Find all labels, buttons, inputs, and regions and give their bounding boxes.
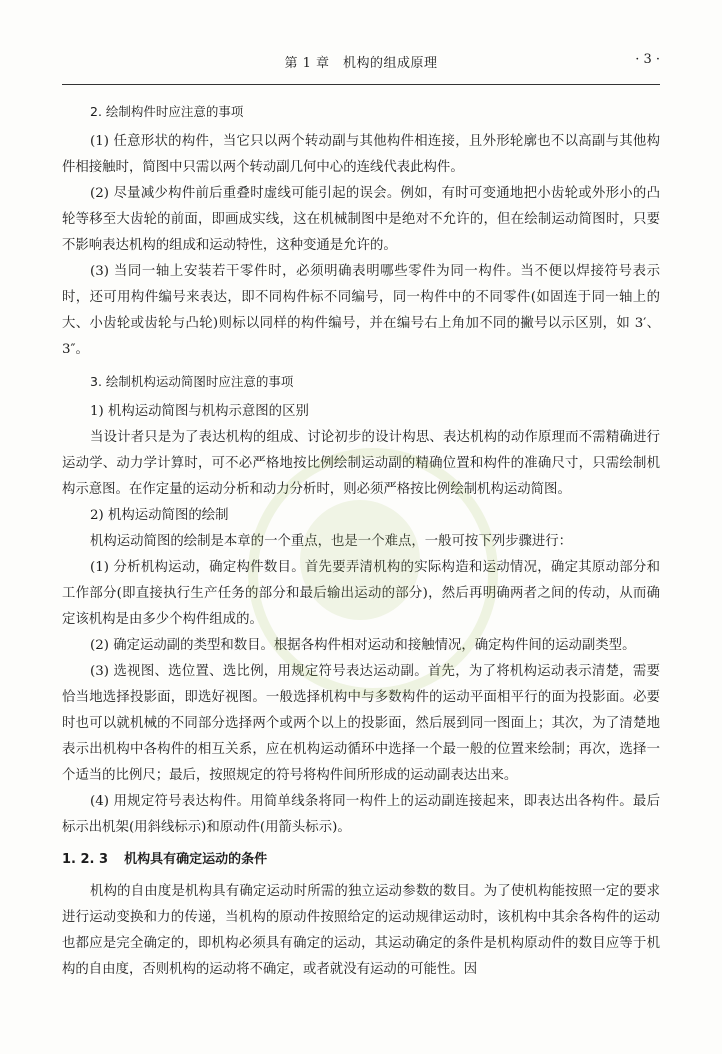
paragraph: (2) 尽量减少构件前后重叠时虚线可能引起的误会。例如，有时可变通地把小齿轮或外形小的凸轮等移至大齿轮的前面，即画成实线，这在机械制图中是绝对不允许的，但在绘制运动简图时，只要不影响表达机构的组成和运动特性，这种变通是允许的。 <box>62 186 660 253</box>
step-paragraph: (3) 选视图、选位置、选比例，用规定符号表达运动副。首先，为了将机构运动表示清楚，需要恰当地选择投影面，即选好视图。一般选择机构中与多数构件的运动平面相平行的面为投影面。必要时也可以就机械的不同部分选择两个或两个以上的投影面，然后展到同一图面上；其次，为了清楚地表示出机构中各构件的相互关系，应在机构运动循环中选择一个最一般的位置来绘制；再次，选择一个适当的比例尺；最后，按照规定的符号将构件间所形成的运动副表达出来。 <box>62 664 660 783</box>
paragraph: 机构运动简图的绘制是本章的一个重点，也是一个难点，一般可按下列步骤进行： <box>90 534 573 549</box>
section-number: 1. 2. 3 <box>62 852 109 867</box>
sub-subheading-2: 2) 机构运动简图的绘制 <box>90 508 229 523</box>
sub-subheading-1: 1) 机构运动简图与机构示意图的区别 <box>90 404 309 419</box>
running-header <box>62 42 660 85</box>
paragraph: (3) 当同一轴上安装若干零件时，必须明确表明哪些零件为同一构件。当不便以焊接符号表示时，还可用构件编号来表达，即不同构件标不同编号，同一构件中的不同零件(如固连于同一轴上的大、小齿轮或齿轮与凸轮)则标以同样的构件编号，并在编号右上角加不同的撇号以示区别，如 3′、3″。 <box>62 264 660 357</box>
section-heading <box>62 841 660 879</box>
page-content <box>62 85 660 983</box>
paragraph: (1) 任意形状的构件，当它只以两个转动副与其他构件相连接，且外形轮廓也不以高副与其他构件相接触时，简图中只需以两个转动副几何中心的连线代表此构件。 <box>62 134 660 175</box>
step-paragraph: (2) 确定运动副的类型和数目。根据各构件相对运动和接触情况，确定构件间的运动副类型。 <box>90 638 636 653</box>
step-paragraph: (4) 用规定符号表达构件。用简单线条将同一构件上的运动副连接起来，即表达出各构件。最后标示出机架(用斜线标示)和原动件(用箭头标示)。 <box>62 794 660 835</box>
section-title: 机构具有确定运动的条件 <box>124 852 268 867</box>
page-number: · 3 · <box>635 52 660 67</box>
paragraph: 机构的自由度是机构具有确定运动时所需的独立运动参数的数目。为了使机构能按照一定的要求进行运动变换和力的传递，当机构的原动件按照给定的运动规律运动时，该机构中其余各构件的运动也都应是完全确定的，即机构必须具有确定的运动，其运动确定的条件是机构原动件的数目应等于机构的自由度，否则机构的运动将不确定，或者就没有运动的可能性。因 <box>62 884 660 977</box>
paragraph: 当设计者只是为了表达机构的组成、讨论初步的设计构思、表达机构的动作原理而不需精确进行运动学、动力学计算时，可不必严格地按比例绘制运动副的精确位置和构件的准确尺寸，只需绘制机构示意图。在作定量的运动分析和动力分析时，则必须严格按比例绘制机构运动简图。 <box>62 430 660 497</box>
subsection-heading-3: 3. 绘制机构运动简图时应注意的事项 <box>90 374 294 389</box>
subsection-heading-2: 2. 绘制构件时应注意的事项 <box>90 104 244 119</box>
step-paragraph: (1) 分析机构运动，确定构件数目。首先要弄清机构的实际构造和运动情况，确定其原动部分和工作部分(即直接执行生产任务的部分和最后输出运动的部分)，然后再明确两者之间的传动，从而确定该机构是由多少个构件组成的。 <box>62 560 660 627</box>
chapter-title: 第 1 章 机构的组成原理 <box>284 56 438 71</box>
